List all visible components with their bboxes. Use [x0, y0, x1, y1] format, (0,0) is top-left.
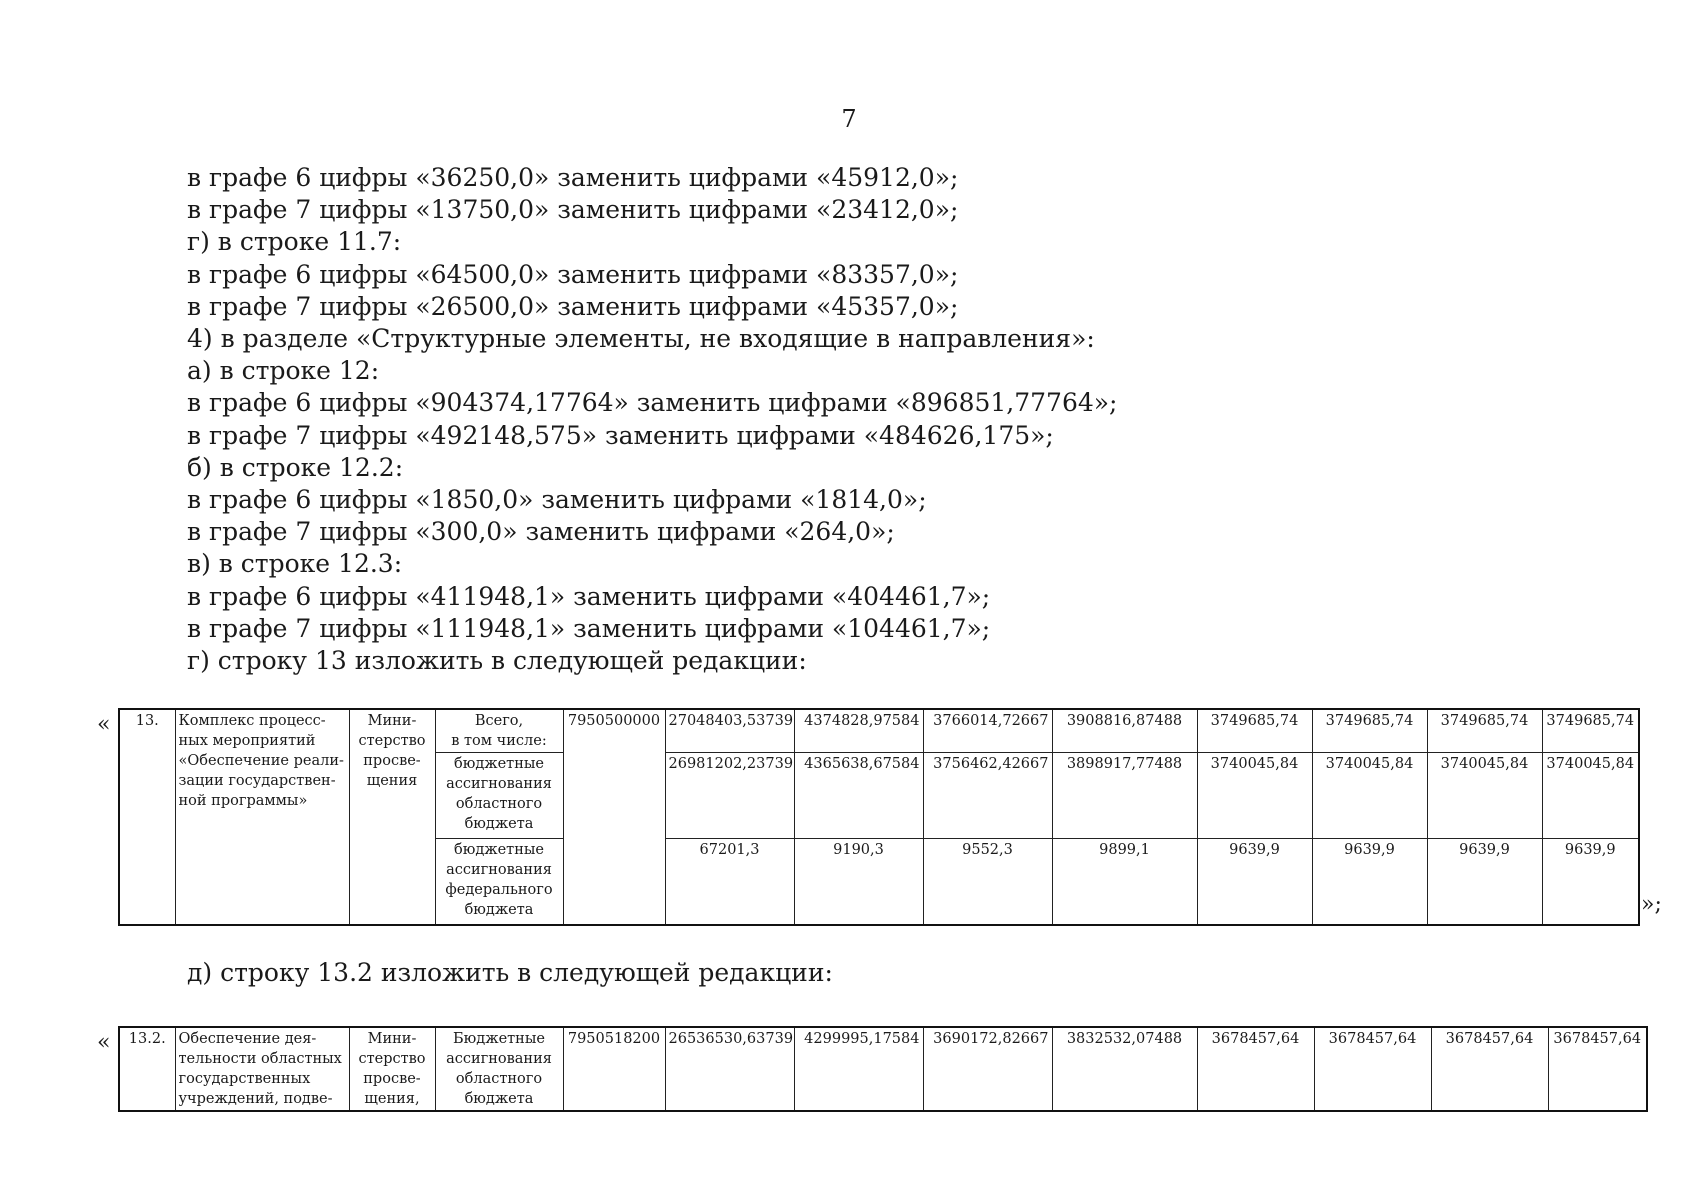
- cell-line: бюджета: [464, 816, 534, 832]
- cell-line: Мини-: [367, 713, 417, 729]
- cell-line: бюджета: [464, 902, 534, 918]
- text-line: в графе 7 цифры «492148,575» заменить цифрами «484626,175»;: [187, 420, 1054, 450]
- code-cell: 7950518200: [563, 1027, 665, 1111]
- cell-line: щения,: [364, 1091, 420, 1107]
- text-line: г) строку 13 изложить в следующей редакции:: [187, 646, 807, 676]
- event-name-cell: [175, 709, 349, 925]
- cell-line: стерство: [358, 1051, 426, 1067]
- text-line: в графе 6 цифры «904374,17764» заменить цифрами «896851,77764»;: [187, 388, 1118, 418]
- value-cell: 9190,3: [794, 839, 923, 925]
- executor-cell: [349, 709, 435, 925]
- value-cell: 9639,9: [1312, 839, 1427, 925]
- cell-line: Всего,: [474, 713, 524, 729]
- value-cell: 3749685,74: [1427, 709, 1542, 753]
- value-cell: 9639,9: [1542, 839, 1639, 925]
- source-cell: [435, 839, 563, 925]
- cell-line: ассигнования: [446, 862, 552, 878]
- cell-line: Комплекс процесс-: [178, 713, 326, 729]
- row-13-table: [118, 708, 1640, 926]
- text-line: в графе 6 цифры «36250,0» заменить цифрами «45912,0»;: [187, 163, 959, 192]
- value-cell: 4299995,17584: [794, 1027, 923, 1111]
- text-line: в графе 7 цифры «111948,1» заменить цифрами «104461,7»;: [187, 613, 991, 643]
- value-cell: 4374828,97584: [794, 709, 923, 753]
- close-quote: »;: [1641, 892, 1662, 917]
- value-cell: 9639,9: [1197, 839, 1312, 925]
- value-cell: 9552,3: [923, 839, 1052, 925]
- cell-line: тельности областных: [178, 1051, 342, 1067]
- text-line: в графе 6 цифры «411948,1» заменить цифрами «404461,7»;: [187, 581, 991, 611]
- cell-line: областного: [455, 1071, 543, 1087]
- value-cell: 3749685,74: [1197, 709, 1312, 753]
- row-13-2-table: [118, 1026, 1648, 1112]
- value-cell: 3678457,64: [1431, 1027, 1548, 1111]
- value-cell: 3908816,87488: [1052, 709, 1197, 753]
- text-line: 4) в разделе «Структурные элементы, не входящие в направления»:: [187, 324, 1095, 354]
- value-cell: 3832532,07488: [1052, 1027, 1197, 1111]
- text-line: г) в строке 11.7:: [187, 227, 402, 257]
- amendment-text: [187, 162, 1117, 677]
- table-row: [119, 709, 1639, 753]
- text-line: в графе 7 цифры «300,0» заменить цифрами «264,0»;: [187, 517, 895, 547]
- cell-line: в том числе:: [451, 733, 547, 749]
- value-cell: 26536530,63739: [665, 1027, 794, 1111]
- cell-line: учреждений, подве-: [178, 1091, 333, 1107]
- source-cell: [435, 753, 563, 839]
- row-number: 13.2.: [119, 1027, 175, 1111]
- cell-line: бюджетные: [453, 842, 544, 858]
- value-cell: 3740045,84: [1427, 753, 1542, 839]
- text-line: в графе 6 цифры «64500,0» заменить цифрами «83357,0»;: [187, 259, 959, 289]
- cell-line: бюджетные: [453, 756, 544, 772]
- source-cell: [435, 1027, 563, 1111]
- value-cell: 9639,9: [1427, 839, 1542, 925]
- page-number: 7: [841, 105, 857, 133]
- value-cell: 3749685,74: [1312, 709, 1427, 753]
- cell-line: Бюджетные: [453, 1031, 545, 1047]
- executor-cell: [349, 1027, 435, 1111]
- value-cell: 4365638,67584: [794, 753, 923, 839]
- value-cell: 26981202,23739: [665, 753, 794, 839]
- open-quote: «: [97, 1030, 111, 1055]
- cell-line: Мини-: [367, 1031, 417, 1047]
- event-name-cell: [175, 1027, 349, 1111]
- cell-line: государственных: [178, 1071, 311, 1087]
- value-cell: 3756462,42667: [923, 753, 1052, 839]
- row-number: 13.: [119, 709, 175, 925]
- cell-line: ных мероприятий: [178, 733, 316, 749]
- value-cell: 3678457,64: [1548, 1027, 1647, 1111]
- value-cell: 3690172,82667: [923, 1027, 1052, 1111]
- cell-line: ной программы»: [178, 793, 308, 809]
- value-cell: 3749685,74: [1542, 709, 1639, 753]
- text-line: в графе 7 цифры «13750,0» заменить цифрами «23412,0»;: [187, 195, 959, 225]
- cell-line: просве-: [363, 1071, 421, 1087]
- cell-line: федерального: [445, 882, 553, 898]
- source-cell: [435, 709, 563, 753]
- value-cell: 3740045,84: [1312, 753, 1427, 839]
- cell-line: щения: [366, 773, 418, 789]
- cell-line: просве-: [363, 753, 421, 769]
- cell-line: бюджета: [464, 1091, 534, 1107]
- value-cell: 3678457,64: [1197, 1027, 1314, 1111]
- subheading: д) строку 13.2 изложить в следующей редакции:: [187, 958, 833, 987]
- value-cell: 27048403,53739: [665, 709, 794, 753]
- cell-line: зации государствен-: [178, 773, 336, 789]
- text-line: б) в строке 12.2:: [187, 452, 404, 482]
- code-cell: 7950500000: [563, 709, 665, 925]
- value-cell: 3678457,64: [1314, 1027, 1431, 1111]
- value-cell: 3766014,72667: [923, 709, 1052, 753]
- cell-line: «Обеспечение реали-: [178, 753, 344, 769]
- cell-line: ассигнования: [446, 776, 552, 792]
- text-line: а) в строке 12:: [187, 356, 380, 386]
- text-line: в графе 6 цифры «1850,0» заменить цифрами «1814,0»;: [187, 485, 927, 515]
- table-row: [119, 1027, 1647, 1111]
- cell-line: стерство: [358, 733, 426, 749]
- value-cell: 3898917,77488: [1052, 753, 1197, 839]
- open-quote: «: [97, 712, 111, 737]
- text-line: в графе 7 цифры «26500,0» заменить цифрами «45357,0»;: [187, 291, 959, 321]
- value-cell: 9899,1: [1052, 839, 1197, 925]
- text-line: в) в строке 12.3:: [187, 549, 403, 579]
- cell-line: областного: [455, 796, 543, 812]
- cell-line: Обеспечение дея-: [178, 1031, 317, 1047]
- value-cell: 3740045,84: [1197, 753, 1312, 839]
- value-cell: 3740045,84: [1542, 753, 1639, 839]
- value-cell: 67201,3: [665, 839, 794, 925]
- cell-line: ассигнования: [446, 1051, 552, 1067]
